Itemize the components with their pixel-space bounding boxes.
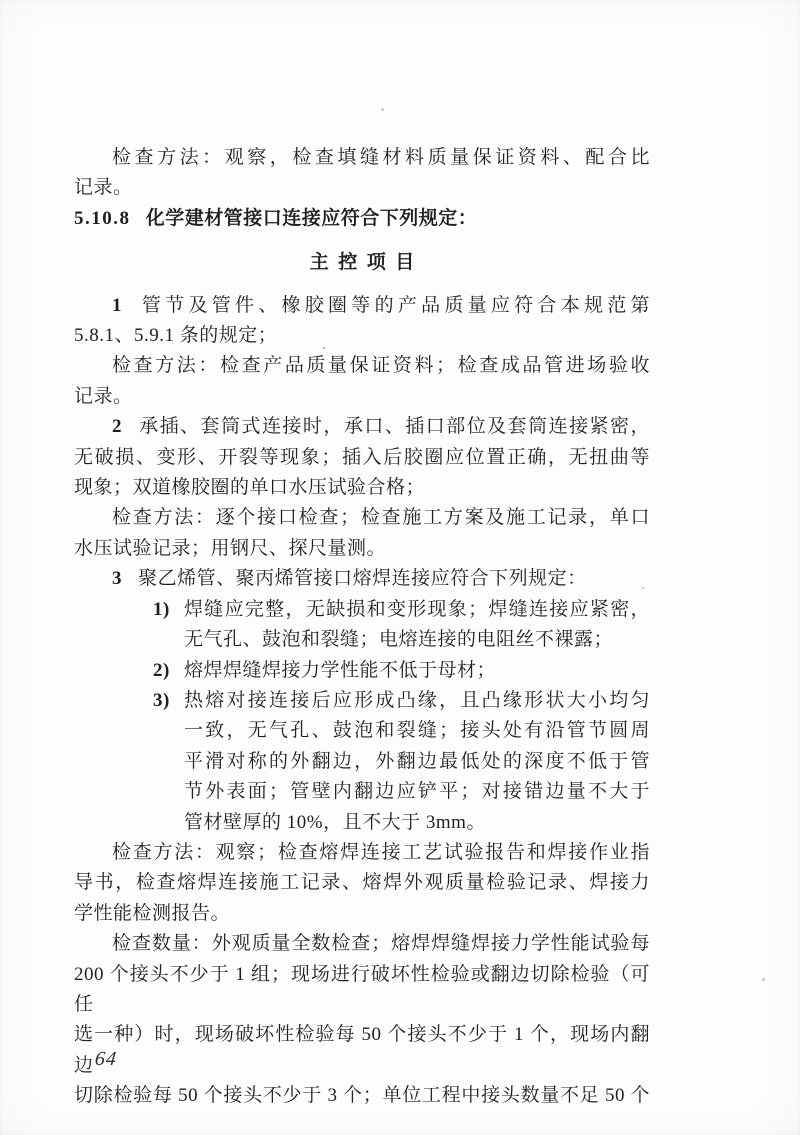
text-line (74, 443, 650, 473)
line-text: 检查数量：外观质量全数检查；熔焊焊缝焊接力学性能试验每 (112, 933, 650, 955)
text-line (74, 838, 650, 868)
line-text: 检查方法：检查产品质量保证资料；检查成品管进场验收 (112, 355, 650, 377)
line-text: 检查方法：观察，检查填缝材料质量保证资料、配合比 (112, 147, 650, 168)
line-text: 5.8.1、5.9.1 条的规定； (74, 325, 278, 347)
section-heading (74, 204, 650, 234)
line-text: 无破损、变形、开裂等现象；插入后胶圈应位置正确，无扭曲等 (74, 446, 650, 468)
text-line (74, 747, 650, 777)
text-line (74, 173, 650, 203)
scan-speck (642, 587, 644, 589)
text-line (74, 868, 650, 898)
line-text: 一致，无气孔、鼓泡和裂缝；接头处有沿管节圆周 (184, 720, 650, 742)
line-text: 聚乙烯管、聚丙烯管接口熔焊连接应符合下列规定： (138, 568, 587, 590)
list-marker: 3) (153, 689, 170, 711)
line-text: 学性能检测报告。 (74, 902, 231, 924)
scan-speck (762, 978, 765, 981)
text-line (74, 1081, 650, 1111)
text-line (74, 143, 650, 173)
line-text: 水压试验记录；用钢尺、探尺量测。 (74, 537, 387, 559)
text-line (74, 503, 650, 533)
page-number: 64 (93, 1048, 119, 1070)
text-line (74, 534, 650, 564)
text-line (74, 929, 650, 959)
line-text: 承插、套筒式连接时，承口、插口部位及套筒连接紧密， (138, 416, 650, 438)
line-text: 管节及管件、橡胶圈等的产品质量应符合本规范第 (138, 294, 650, 316)
line-text: 检查方法：逐个接口检查；检查施工方案及施工记录，单口 (112, 507, 650, 529)
list-marker: 3 (112, 568, 122, 590)
text-line (74, 321, 650, 351)
text-line (74, 808, 650, 838)
line-text: 现象；双道橡胶圈的单口水压试验合格； (74, 477, 426, 499)
line-text: 无气孔、鼓泡和裂缝；电熔连接的电阻丝不裸露； (184, 629, 614, 651)
line-text: 化学建材管接口连接应符合下列规定： (145, 207, 478, 229)
line-text: 导书，检查熔焊连接施工记录、熔焊外观质量检验记录、焊接力 (74, 872, 650, 894)
line-text: 200 个接头不少于 1 组；现场进行破坏性检验或翻边切除检验（可任 (74, 963, 650, 1015)
line-text: 管材壁厚的 10%，且不大于 3mm。 (184, 811, 486, 833)
sub-item-line (74, 686, 650, 716)
text-line (74, 1020, 650, 1081)
line-text: 选一种）时，现场破坏性检验每 50 个接头不少于 1 个，现场内翻边 (74, 1024, 650, 1076)
list-marker: 2 (112, 416, 122, 438)
line-text: 检查方法：观察；检查熔焊连接工艺试验报告和焊接作业指 (112, 841, 650, 863)
text-line (74, 473, 650, 503)
line-text: 节外表面；管壁内翻边应铲平；对接错边量不大于 (184, 781, 650, 803)
text-line (74, 351, 650, 381)
line-text: 切除检验每 50 个接头不少于 3 个；单位工程中接头数量不足 50 个 (74, 1085, 650, 1107)
list-marker: 1) (153, 598, 170, 620)
clause-number: 5.10.8 (74, 207, 131, 229)
numbered-item-line (74, 564, 650, 594)
sub-item-line (74, 595, 650, 625)
text-line (74, 777, 650, 807)
scan-speck (381, 108, 384, 111)
text-line (74, 899, 650, 929)
list-marker: 2) (153, 659, 170, 681)
text-line (74, 716, 650, 746)
line-text: 平滑对称的外翻边，外翻边最低处的深度不低于管 (184, 750, 650, 772)
line-text: 记录。 (74, 177, 133, 199)
line-text: 记录。 (74, 385, 133, 407)
line-text: 主控项目 (309, 252, 424, 274)
numbered-item-line (74, 291, 650, 321)
document-text-block (74, 143, 650, 1112)
numbered-item-line (74, 412, 650, 442)
line-text: 熔焊焊缝焊接力学性能不低于母材； (184, 659, 497, 681)
line-text: 焊缝应完整，无缺损和变形现象；焊缝连接应紧密， (184, 598, 650, 620)
line-text: 热熔对接连接后应形成凸缘，且凸缘形状大小均匀 (184, 689, 650, 711)
text-line (74, 382, 650, 412)
text-line (74, 960, 650, 1021)
list-marker: 1 (112, 294, 122, 316)
center-heading (74, 248, 650, 278)
scan-speck (323, 347, 325, 349)
text-line (74, 625, 650, 655)
sub-item-line (74, 656, 650, 686)
